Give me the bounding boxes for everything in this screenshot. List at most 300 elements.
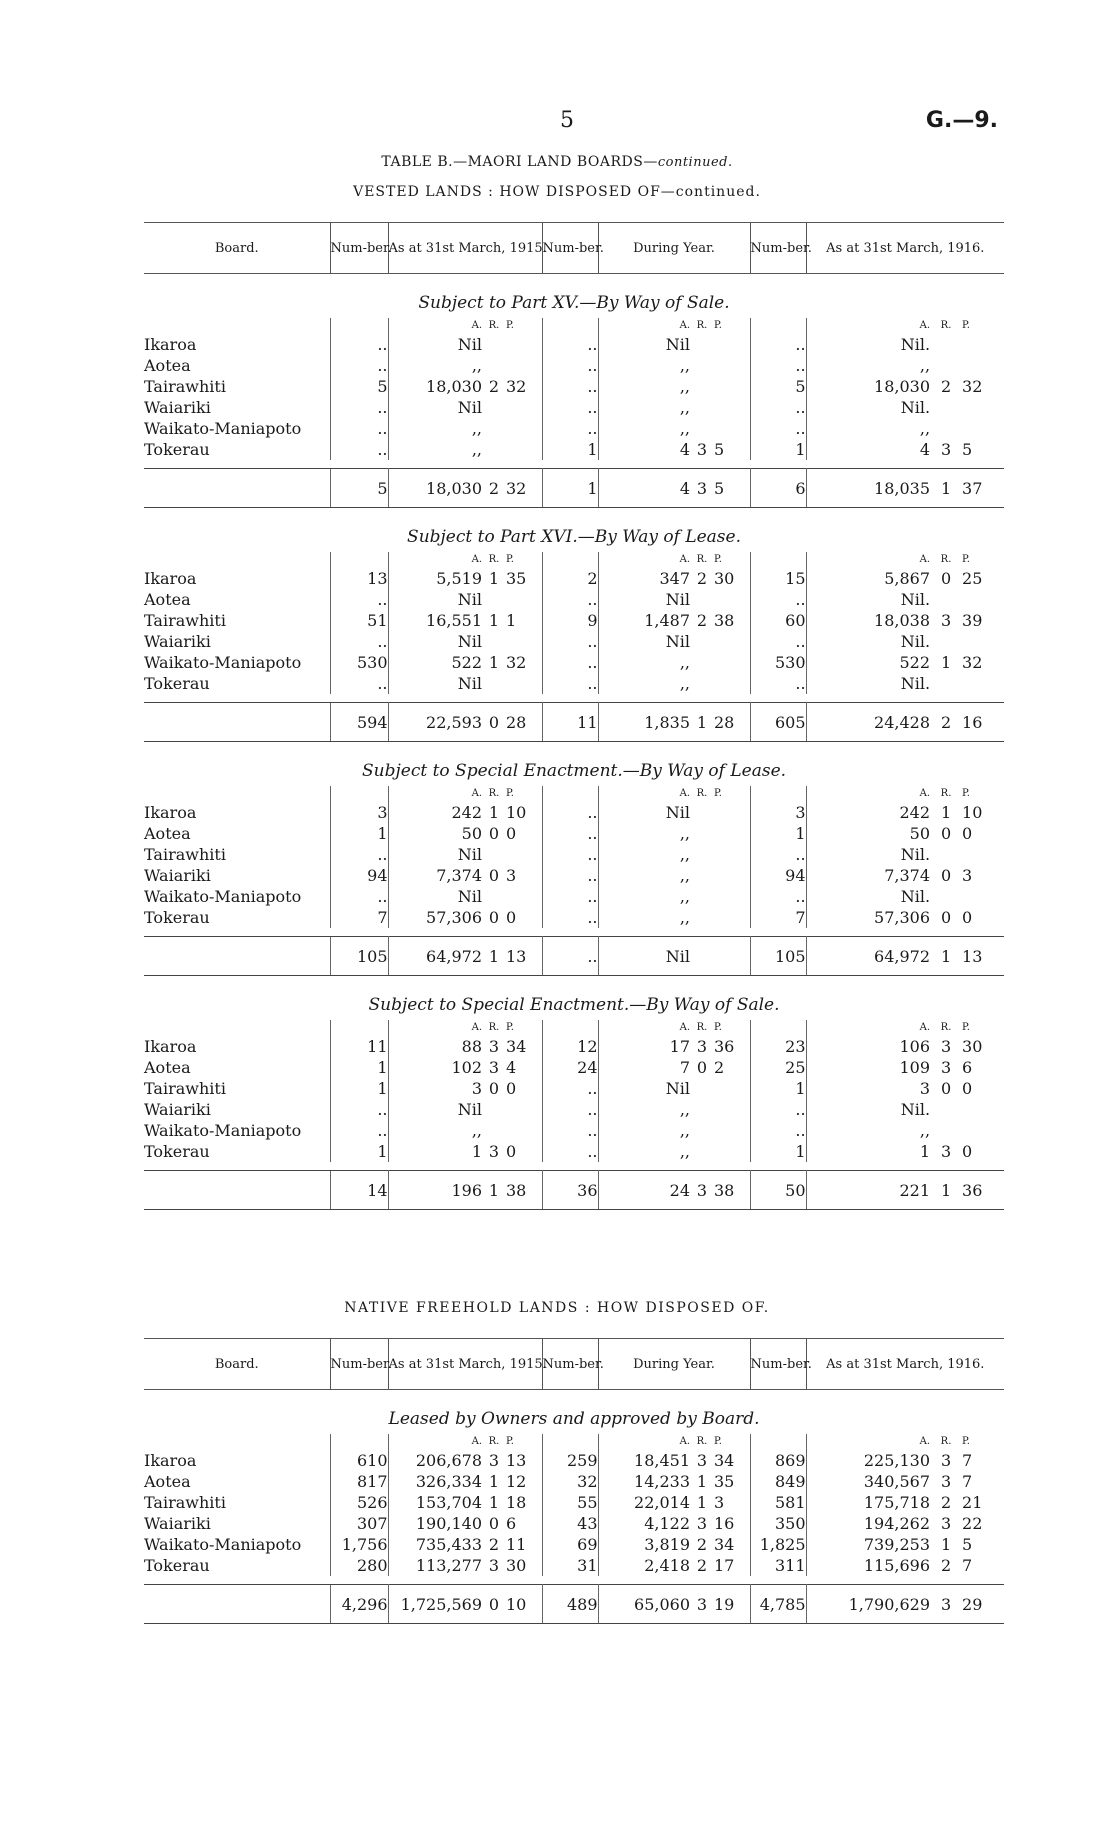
number-during: 12 [542, 1036, 598, 1057]
area-r-1915: 3 [488, 1037, 500, 1056]
area-a-during: ,, [679, 653, 690, 672]
area-a-1915: 50 [461, 824, 482, 843]
area-p-during [714, 823, 750, 844]
area-p-1915 [506, 334, 542, 355]
table-title-main: TABLE B.—MAORI LAND BOARDS— [381, 154, 658, 170]
section-title: Leased by Owners and approved by Board. [388, 1409, 760, 1429]
number-1916: .. [750, 673, 806, 694]
area-a-1916: 18,030 [874, 377, 931, 396]
unit-acres: A. [471, 1436, 482, 1447]
number-1915: .. [330, 397, 388, 418]
unit-acres: A. [679, 1022, 690, 1033]
board-name: Aotea [144, 1472, 191, 1491]
area-p-1916 [962, 334, 1004, 355]
area-a-1915: 242 [451, 803, 482, 822]
number-1915: 1,756 [330, 1534, 388, 1555]
area-p-1915: 10 [506, 802, 542, 823]
number-1915: 13 [330, 568, 388, 589]
area-r-1915 [482, 355, 506, 376]
number-during: 1 [542, 439, 598, 460]
unit-acres: A. [679, 1436, 690, 1447]
area-r-during [690, 673, 714, 694]
number-1916: .. [750, 631, 806, 652]
area-a-1916: Nil. [900, 590, 931, 609]
area-a-1915: ,, [471, 440, 482, 459]
board-name: Ikaroa [144, 335, 197, 354]
table-row [144, 823, 1004, 844]
area-r-1915: 0 [488, 908, 500, 927]
arp-spacer [330, 1434, 388, 1450]
total-area-p-during: 28 [714, 703, 750, 742]
area-r-1916: 3 [940, 1058, 952, 1077]
area-a-during: Nil [665, 335, 690, 354]
area-r-1916: 3 [940, 440, 952, 459]
area-a-1916: 242 [899, 803, 931, 822]
col-board: Board. [144, 1339, 330, 1390]
number-during: 259 [542, 1450, 598, 1471]
area-p-during: 30 [714, 568, 750, 589]
unit-roods: R. [696, 320, 708, 331]
number-1915: 3 [330, 802, 388, 823]
unit-perches: P. [962, 320, 970, 331]
document-reference: G.—9. [925, 108, 998, 133]
total-row [144, 937, 1004, 976]
total-area-p-during: 19 [714, 1585, 750, 1624]
total-area-r-during: 3 [690, 1585, 714, 1624]
number-1915: 1 [330, 1057, 388, 1078]
area-p-during: 38 [714, 610, 750, 631]
area-r-1916: 3 [940, 1142, 952, 1161]
area-a-1916: 50 [909, 824, 931, 843]
unit-roods: R. [940, 1436, 952, 1447]
col-during-year: During Year. [598, 223, 750, 274]
table-row [144, 1555, 1004, 1576]
area-a-1915: Nil [457, 845, 482, 864]
total-label-cell [144, 1585, 330, 1624]
number-1916: 581 [750, 1492, 806, 1513]
number-1916: .. [750, 1120, 806, 1141]
col-as-at-1916: As at 31st March, 1916. [806, 223, 1004, 274]
board-name: Waiariki [144, 866, 211, 885]
area-p-1915: 6 [506, 1513, 542, 1534]
area-r-during: 1 [696, 1493, 708, 1512]
area-r-during: 3 [696, 1451, 708, 1470]
table-row [144, 631, 1004, 652]
number-during: 69 [542, 1534, 598, 1555]
area-a-1915: 88 [461, 1037, 482, 1056]
unit-perches: P. [506, 318, 542, 334]
area-r-1915 [482, 334, 506, 355]
area-p-1915 [506, 397, 542, 418]
total-area-a-1915: 64,972 [388, 937, 482, 976]
area-a-1916: Nil. [900, 632, 931, 651]
board-name: Ikaroa [144, 1037, 197, 1056]
area-p-during [714, 907, 750, 928]
total-area-p-during [714, 937, 750, 976]
number-1916: 1 [750, 439, 806, 460]
total-row [144, 1171, 1004, 1210]
area-p-during [714, 589, 750, 610]
area-p-1916: 0 [962, 1079, 973, 1098]
total-area-r-during: 3 [690, 1171, 714, 1210]
number-1916: .. [750, 886, 806, 907]
unit-roods: R. [488, 788, 500, 799]
area-a-1916: Nil. [900, 887, 931, 906]
area-a-1915: ,, [471, 1121, 482, 1140]
unit-roods: R. [940, 788, 952, 799]
arp-spacer [750, 552, 806, 568]
area-p-1916: 7 [962, 1451, 973, 1470]
area-a-1916: Nil. [900, 674, 931, 693]
total-number-1915: 4,296 [330, 1585, 388, 1624]
area-a-1916: 340,567 [863, 1472, 931, 1491]
area-p-during [714, 1078, 750, 1099]
board-name: Tairawhiti [144, 377, 226, 396]
area-p-during [714, 865, 750, 886]
number-during: 43 [542, 1513, 598, 1534]
area-p-1915: 4 [506, 1057, 542, 1078]
arp-spacer [330, 1020, 388, 1036]
spacer-cell [144, 928, 1004, 937]
area-p-1915: 11 [506, 1534, 542, 1555]
number-1916: .. [750, 418, 806, 439]
col-number-1915: Num-ber. [330, 1339, 388, 1390]
area-r-1915: 0 [488, 1514, 500, 1533]
unit-perches: P. [714, 786, 750, 802]
arp-spacer [750, 786, 806, 802]
area-a-during: 347 [659, 569, 690, 588]
area-r-1916 [930, 1099, 962, 1120]
total-label-cell [144, 1171, 330, 1210]
number-during: .. [542, 865, 598, 886]
table-row [144, 439, 1004, 460]
table-row [144, 1099, 1004, 1120]
number-1916: 350 [750, 1513, 806, 1534]
total-area-a-1915: 18,030 [388, 469, 482, 508]
number-during: .. [542, 376, 598, 397]
board-name: Waikato-Maniapoto [144, 887, 302, 906]
area-p-1915: 18 [506, 1492, 542, 1513]
unit-perches: P. [714, 1434, 750, 1450]
area-p-during [714, 355, 750, 376]
board-name: Tokerau [144, 1556, 210, 1575]
table-row [144, 1036, 1004, 1057]
total-number-during: 36 [542, 1171, 598, 1210]
number-1916: 25 [750, 1057, 806, 1078]
board-name: Aotea [144, 590, 191, 609]
area-p-1915: 0 [506, 823, 542, 844]
area-a-1915: Nil [457, 1100, 482, 1119]
table-row [144, 673, 1004, 694]
table-row [144, 1471, 1004, 1492]
area-p-1916: 5 [962, 440, 973, 459]
unit-perches: P. [962, 1022, 970, 1033]
area-p-1916 [962, 418, 1004, 439]
section-title: Subject to Part XV.—By Way of Sale. [418, 293, 730, 313]
area-a-1915: 113,277 [415, 1556, 482, 1575]
arp-spacer [750, 318, 806, 334]
total-number-1915: 105 [330, 937, 388, 976]
spacer-row [144, 928, 1004, 937]
area-p-1916: 0 [962, 824, 973, 843]
area-a-during: 4 [679, 440, 690, 459]
board-name: Aotea [144, 356, 191, 375]
table-row [144, 1120, 1004, 1141]
spacer-cell [144, 1576, 1004, 1585]
area-r-1915: 0 [488, 824, 500, 843]
total-number-1915: 5 [330, 469, 388, 508]
section-title: Subject to Part XVI.—By Way of Lease. [407, 527, 741, 547]
total-area-p-during: 5 [714, 469, 750, 508]
total-number-1916: 605 [750, 703, 806, 742]
area-p-during [714, 652, 750, 673]
board-name: Waikato-Maniapoto [144, 1121, 302, 1140]
area-p-during: 34 [714, 1534, 750, 1555]
area-p-during: 5 [714, 439, 750, 460]
spacer-row [144, 694, 1004, 703]
number-1915: 817 [330, 1471, 388, 1492]
area-r-during [690, 334, 714, 355]
total-area-a-1916: 18,035 [806, 469, 930, 508]
area-p-1916: 25 [962, 569, 983, 588]
board-name: Waiariki [144, 1100, 211, 1119]
number-during: 24 [542, 1057, 598, 1078]
area-a-1915: 16,551 [426, 611, 482, 630]
area-a-1915: Nil [457, 632, 482, 651]
number-1915: 280 [330, 1555, 388, 1576]
area-p-1915: 12 [506, 1471, 542, 1492]
number-1915: 1 [330, 823, 388, 844]
table-row [144, 1450, 1004, 1471]
unit-roods: R. [940, 1022, 952, 1033]
area-r-1916: 3 [940, 1514, 952, 1533]
number-during: .. [542, 1099, 598, 1120]
area-p-during: 35 [714, 1471, 750, 1492]
area-r-1916: 1 [940, 653, 952, 672]
table-row [144, 1492, 1004, 1513]
number-1916: .. [750, 844, 806, 865]
area-r-during [690, 631, 714, 652]
area-r-1915 [482, 886, 506, 907]
unit-roods: R. [488, 1022, 500, 1033]
area-r-during [690, 652, 714, 673]
arp-spacer [542, 1434, 598, 1450]
number-1915: 11 [330, 1036, 388, 1057]
area-a-1915: Nil [457, 887, 482, 906]
number-1916: 311 [750, 1555, 806, 1576]
area-p-1915: 35 [506, 568, 542, 589]
area-p-during [714, 844, 750, 865]
area-r-1916: 2 [940, 1556, 952, 1575]
area-p-during: 3 [714, 1492, 750, 1513]
total-number-during: .. [542, 937, 598, 976]
total-area-p-during: 38 [714, 1171, 750, 1210]
number-1915: .. [330, 1099, 388, 1120]
area-r-1915: 1 [488, 803, 500, 822]
table-row [144, 652, 1004, 673]
area-a-during: ,, [679, 1100, 690, 1119]
arp-spacer [750, 1020, 806, 1036]
total-number-1916: 105 [750, 937, 806, 976]
number-1915: 610 [330, 1450, 388, 1471]
board-name: Aotea [144, 824, 191, 843]
area-p-during: 34 [714, 1450, 750, 1471]
number-1916: 1 [750, 1141, 806, 1162]
board-name: Tokerau [144, 908, 210, 927]
area-p-1916: 0 [962, 1142, 973, 1161]
total-area-r-1915: 0 [482, 1585, 506, 1624]
number-1915: 51 [330, 610, 388, 631]
area-p-1916: 5 [962, 1535, 973, 1554]
area-r-1915: 1 [488, 569, 500, 588]
arp-spacer [542, 318, 598, 334]
area-a-during: ,, [679, 887, 690, 906]
table-header-row [144, 1339, 1004, 1390]
total-number-during: 489 [542, 1585, 598, 1624]
unit-acres: A. [471, 788, 482, 799]
number-1915: .. [330, 355, 388, 376]
arp-spacer [542, 1020, 598, 1036]
area-a-during: Nil [665, 1079, 690, 1098]
area-r-during [690, 1141, 714, 1162]
number-1915: 1 [330, 1141, 388, 1162]
area-p-1915: 34 [506, 1036, 542, 1057]
number-1915: .. [330, 1120, 388, 1141]
area-p-1915 [506, 355, 542, 376]
area-r-1916: 3 [940, 611, 952, 630]
total-number-1915: 14 [330, 1171, 388, 1210]
total-area-p-1915: 38 [506, 1171, 542, 1210]
area-a-1915: 190,140 [415, 1514, 482, 1533]
number-during: .. [542, 1120, 598, 1141]
number-1916: 1,825 [750, 1534, 806, 1555]
area-p-1915: 1 [506, 610, 542, 631]
number-1916: 869 [750, 1450, 806, 1471]
unit-acres: A. [679, 788, 690, 799]
total-row [144, 1585, 1004, 1624]
number-1916: 23 [750, 1036, 806, 1057]
table-row [144, 1513, 1004, 1534]
total-area-r-1915: 1 [482, 937, 506, 976]
col-number-1916: Num-ber. [750, 223, 806, 274]
number-during: 31 [542, 1555, 598, 1576]
arp-spacer [330, 786, 388, 802]
area-a-1916: Nil. [900, 1100, 931, 1119]
area-a-1915: 5,519 [436, 569, 482, 588]
area-a-during: ,, [679, 908, 690, 927]
unit-acres: A. [919, 788, 931, 799]
area-a-during: Nil [665, 803, 690, 822]
vested-lands-subtitle: VESTED LANDS : HOW DISPOSED OF—continued. [353, 184, 761, 200]
total-row [144, 703, 1004, 742]
area-r-during [690, 907, 714, 928]
col-board: Board. [144, 223, 330, 274]
board-name: Waiariki [144, 398, 211, 417]
area-p-1915 [506, 631, 542, 652]
unit-roods: R. [696, 788, 708, 799]
area-a-1916: 5,867 [884, 569, 931, 588]
area-r-1916: 2 [940, 377, 952, 396]
number-during: .. [542, 652, 598, 673]
area-p-1915 [506, 418, 542, 439]
number-1916: 849 [750, 1471, 806, 1492]
unit-acres: A. [471, 554, 482, 565]
total-area-a-1916: 24,428 [806, 703, 930, 742]
vested-lands-table [144, 222, 1004, 1210]
table-row [144, 1057, 1004, 1078]
area-p-1915 [506, 589, 542, 610]
board-name: Aotea [144, 1058, 191, 1077]
spacer-cell [144, 460, 1004, 469]
area-p-1915: 30 [506, 1555, 542, 1576]
total-number-during: 1 [542, 469, 598, 508]
area-r-1915 [482, 589, 506, 610]
total-area-a-1915: 1,725,569 [388, 1585, 482, 1624]
arp-units-row [144, 318, 1004, 334]
unit-roods: R. [488, 554, 500, 565]
number-1915: .. [330, 886, 388, 907]
number-during: .. [542, 1078, 598, 1099]
area-p-1916: 22 [962, 1514, 983, 1533]
area-a-during: ,, [679, 398, 690, 417]
unit-acres: A. [919, 1436, 931, 1447]
total-number-1915: 594 [330, 703, 388, 742]
table-row [144, 397, 1004, 418]
number-during: .. [542, 418, 598, 439]
area-r-1916 [930, 334, 962, 355]
area-r-during [690, 589, 714, 610]
area-r-1916 [930, 1120, 962, 1141]
board-name: Waikato-Maniapoto [144, 419, 302, 438]
number-1915: 5 [330, 376, 388, 397]
board-name: Waikato-Maniapoto [144, 653, 302, 672]
unit-acres: A. [679, 320, 690, 331]
number-1916: .. [750, 1099, 806, 1120]
area-p-during [714, 1099, 750, 1120]
unit-roods: R. [696, 1436, 708, 1447]
total-area-a-1915: 196 [388, 1171, 482, 1210]
area-r-1915: 3 [488, 1556, 500, 1575]
table-row [144, 376, 1004, 397]
area-a-1916: 225,130 [863, 1451, 931, 1470]
total-area-r-1916: 1 [930, 937, 962, 976]
unit-acres: A. [919, 320, 931, 331]
area-r-1916: 0 [940, 1079, 952, 1098]
spacer-cell [144, 694, 1004, 703]
area-a-during: Nil [665, 632, 690, 651]
number-1915: .. [330, 844, 388, 865]
number-1916: 530 [750, 652, 806, 673]
col-number-during: Num-ber. [542, 1339, 598, 1390]
area-a-1916: 4 [919, 440, 931, 459]
area-r-1915: 3 [488, 1058, 500, 1077]
number-1916: .. [750, 334, 806, 355]
total-area-r-1915: 1 [482, 1171, 506, 1210]
unit-roods: R. [940, 554, 952, 565]
area-p-1915: 0 [506, 907, 542, 928]
total-area-r-during: 1 [690, 703, 714, 742]
area-a-1916: 3 [919, 1079, 931, 1098]
area-p-1916: 32 [962, 653, 983, 672]
total-area-a-1915: 22,593 [388, 703, 482, 742]
table-row [144, 1534, 1004, 1555]
col-as-at-1916: As at 31st March, 1916. [806, 1339, 1004, 1390]
area-r-during [690, 844, 714, 865]
area-a-1916: ,, [919, 419, 931, 438]
area-r-1915: 0 [488, 1079, 500, 1098]
area-r-1915 [482, 673, 506, 694]
spacer-cell [144, 1162, 1004, 1171]
